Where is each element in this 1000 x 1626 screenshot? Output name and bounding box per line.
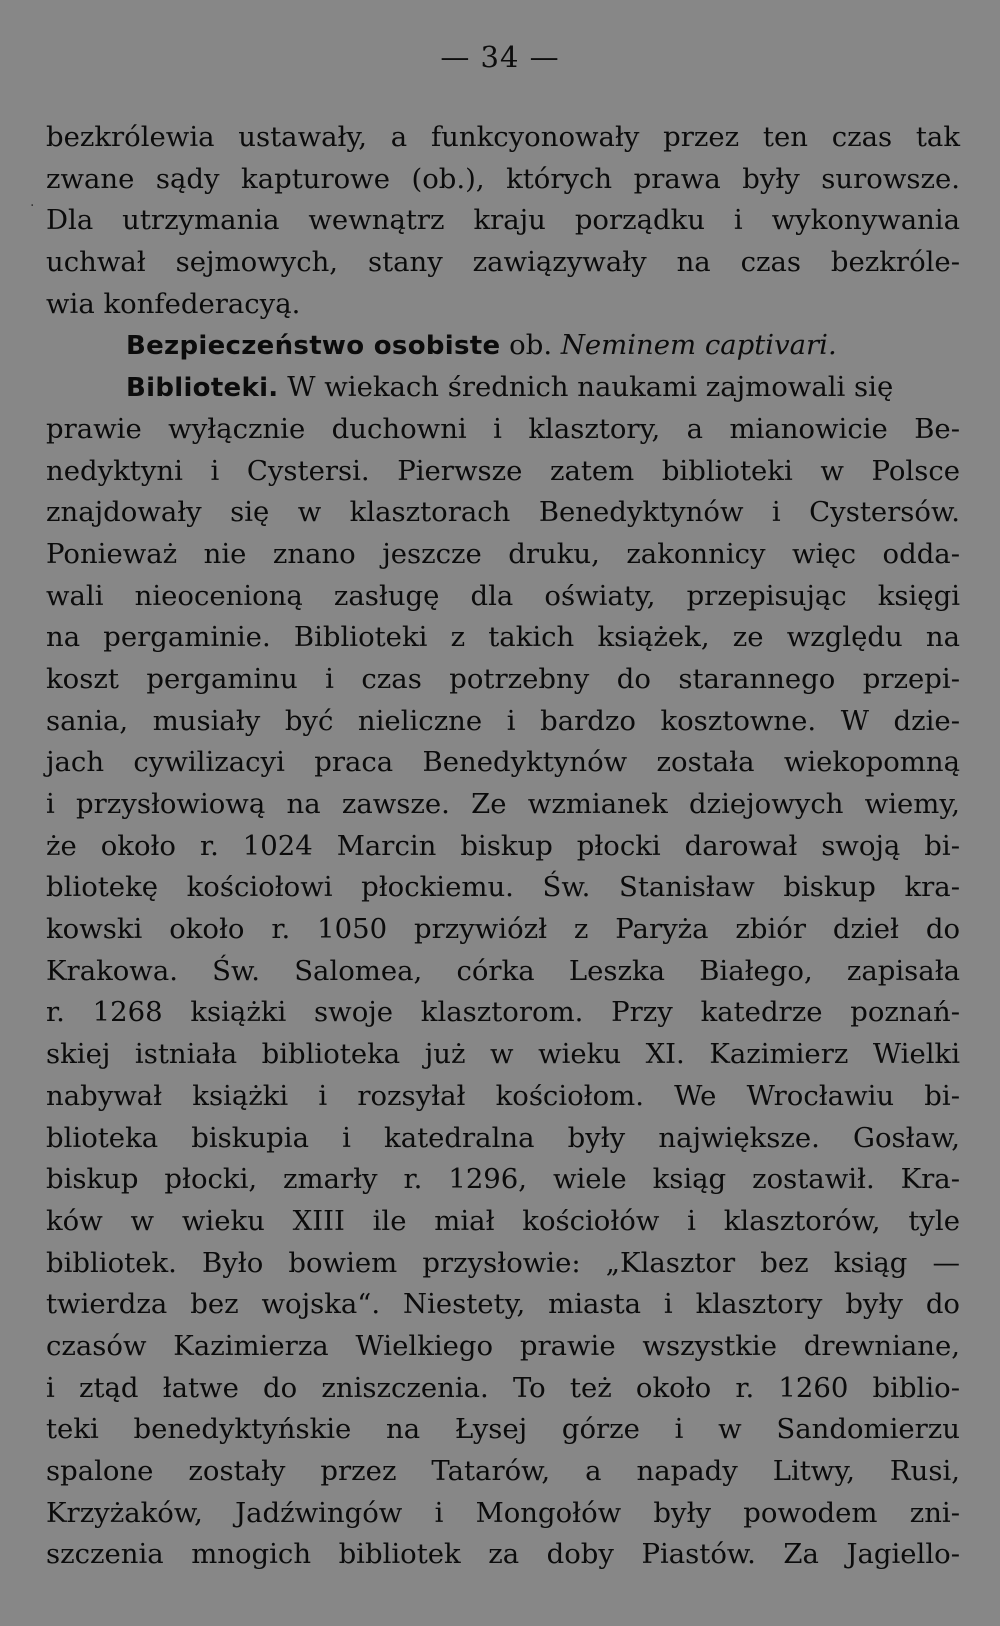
entry-text: ob. (500, 329, 561, 362)
text-line: bibliotek. Było bowiem przysłowie: „Klasztor bez ksiąg — (46, 1246, 960, 1279)
text-line: szczenia mnogich bibliotek za doby Piastów. Za Jagiello- (46, 1538, 960, 1571)
text-line: uchwał sejmowych, stany zawiązywały na czas bezkróle- (46, 246, 960, 279)
text-line: blioteka biskupia i katedralna były największe. Gosław, (46, 1121, 960, 1154)
text-line: Ponieważ nie znano jeszcze druku, zakonnicy więc odda- (46, 537, 960, 570)
cross-reference: Neminem captivari. (560, 329, 837, 362)
text-line: ków w wieku XIII ile miał kościołów i klasztorów, tyle (46, 1204, 960, 1237)
entry-heading: Biblioteki. (126, 373, 279, 404)
body-text (46, 117, 960, 1576)
page-number: — 34 — (440, 40, 560, 74)
text-line: znajdowały się w klasztorach Benedyktynów i Cystersów. (46, 496, 960, 529)
entry-biblioteki (46, 367, 960, 409)
text-line: wia konfederacyą. (46, 287, 301, 320)
text-line: prawie wyłącznie duchowni i klasztory, a mianowicie Be- (46, 412, 960, 445)
text-line: biskup płocki, zmarły r. 1296, wiele ksiąg zostawił. Kra- (46, 1163, 960, 1196)
text-line: jach cywilizacyi praca Benedyktynów została wiekopomną (46, 746, 960, 779)
text-line: Dla utrzymania wewnątrz kraju porządku i wykonywania (46, 204, 960, 237)
text-line: czasów Kazimierza Wielkiego prawie wszystkie drewniane, (46, 1329, 960, 1362)
text-line: że około r. 1024 Marcin biskup płocki darował swoją bi- (46, 829, 960, 862)
text-line: sania, musiały być nieliczne i bardzo kosztowne. W dzie- (46, 704, 960, 737)
text-line: bezkrólewia ustawały, a funkcyonowały przez ten czas tak (46, 121, 960, 153)
text-line: zwane sądy kapturowe (ob.), których prawa były surowsze. (46, 162, 960, 195)
text-line: Krzyżaków, Jadźwingów i Mongołów były powodem zni- (46, 1496, 960, 1529)
text-line: skiej istniała biblioteka już w wieku XI. Kazimierz Wielki (46, 1038, 960, 1071)
text-line: wali nieocenioną zasługę dla oświaty, przepisując księgi (46, 579, 960, 612)
text-line: na pergaminie. Biblioteki z takich książek, ze względu na (46, 621, 960, 654)
text-line: i ztąd łatwe do zniszczenia. To też około r. 1260 biblio- (46, 1371, 960, 1404)
text-line: kowski około r. 1050 przywiózł z Paryża zbiór dzieł do (46, 913, 960, 946)
text-line: r. 1268 książki swoje klasztorom. Przy katedrze poznań- (46, 996, 960, 1029)
text-line: bliotekę kościołowi płockiemu. Św. Stanisław biskup kra- (46, 871, 960, 904)
speck-mark: · (30, 198, 35, 214)
text-line: teki benedyktyńskie na Łysej górze i w Sandomierzu (46, 1413, 960, 1446)
entry-text: W wiekach średnich naukami zajmowali się (278, 371, 894, 404)
text-line: twierdza bez wojska“. Niestety, miasta i klasztory były do (46, 1288, 960, 1321)
text-line: nedyktyni i Cystersi. Pierwsze zatem biblioteki w Polsce (46, 454, 960, 487)
entry-heading: Bezpieczeństwo osobiste (126, 331, 501, 362)
text-line: koszt pergaminu i czas potrzebny do starannego przepi- (46, 662, 960, 695)
text-line: spalone zostały przez Tatarów, a napady Litwy, Rusi, (46, 1455, 960, 1487)
text-line: nabywał książki i rozsyłał kościołom. We Wrocławiu bi- (46, 1079, 960, 1112)
text-line: i przysłowiową na zawsze. Ze wzmianek dziejowych wiemy, (46, 788, 960, 820)
entry-bezpieczenstwo (46, 325, 960, 367)
text-line: Krakowa. Św. Salomea, córka Leszka Białego, zapisała (46, 954, 960, 987)
